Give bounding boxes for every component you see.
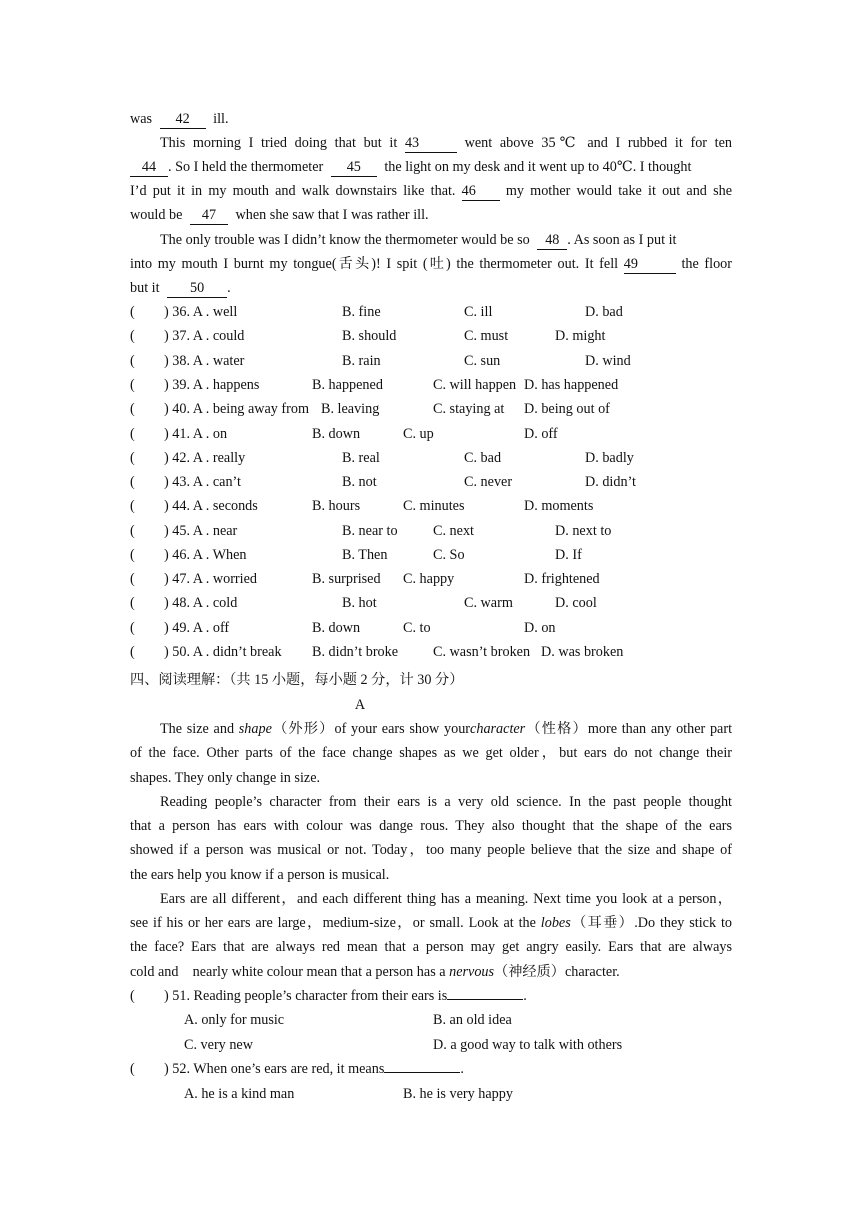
q52-paren: ( <box>130 1061 135 1077</box>
q48-option-d: D. cool <box>555 595 597 611</box>
q41-option-b: B. down <box>312 426 361 442</box>
q38-paren: ( <box>130 353 135 369</box>
q41-option-c: C. up <box>403 426 434 442</box>
reading-p3-line-4: cold and nearly white colour mean that a person has a nervous（神经质）character. <box>130 964 620 980</box>
q52-blank <box>384 1072 460 1073</box>
q36-stem: ) 36. A . well <box>164 304 238 320</box>
blank-44: 44 <box>130 159 168 177</box>
blank-50: 50 <box>167 280 227 298</box>
q47-option-d: D. frightened <box>524 571 600 587</box>
passage-line-2: This morning I tried doing that but it 43 went above 35℃ and I rubbed it for ten <box>160 135 733 151</box>
q44-paren: ( <box>130 498 135 514</box>
blank-45: 45 <box>331 159 377 177</box>
passage-line-1: was 42 ill. <box>130 111 229 127</box>
reading-p3-line-3: the face? Ears that are always red mean that a person may get angry easily. Ears that are always <box>130 939 732 955</box>
passage-line-6: The only trouble was I didn’t know the thermometer would be so 48 . As soon as I put it <box>160 232 677 248</box>
q42-option-b: B. real <box>342 450 380 466</box>
blank-49: 49 <box>624 256 676 274</box>
q46-option-c: C. So <box>433 547 465 563</box>
q37-option-b: B. should <box>342 328 397 344</box>
q43-paren: ( <box>130 474 135 490</box>
q49-option-c: C. to <box>403 620 431 636</box>
q42-option-d: D. badly <box>585 450 634 466</box>
reading-p1-line-2: of the face. Other parts of the face change shapes as we get older，but ears do not change their <box>130 745 732 761</box>
q45-paren: ( <box>130 523 135 539</box>
q37-option-c: C. must <box>464 328 509 344</box>
reading-p2-line-4: the ears help you know if a person is musical. <box>130 867 390 883</box>
q38-option-d: D. wind <box>585 353 631 369</box>
blank-48: 48 <box>537 232 567 250</box>
q39-option-c: C. will happen <box>433 377 517 393</box>
q47-option-b: B. surprised <box>312 571 381 587</box>
q46-option-b: B. Then <box>342 547 388 563</box>
passage-line-4: I’d put it in my mouth and walk downstairs like that. 46 my mother would take it out and she <box>130 183 732 199</box>
q49-paren: ( <box>130 620 135 636</box>
passage-line-7: into my mouth I burnt my tongue(舌头)! I spit (吐) the thermometer out. It fell 49 the floor <box>130 256 733 272</box>
q38-option-b: B. rain <box>342 353 381 369</box>
q51-option-c: C. very new <box>184 1037 253 1053</box>
q46-paren: ( <box>130 547 135 563</box>
q51-blank <box>447 999 523 1000</box>
blank-43: 43 <box>405 135 457 153</box>
q40-option-c: C. staying at <box>433 401 505 417</box>
section-heading: 四、阅读理解：（共 15 小题，每小题 2 分，计 30 分） <box>130 672 464 688</box>
passage-line-3: 44 . So I held the thermometer 45 the light on my desk and it went up to 40℃. I thought <box>130 156 732 178</box>
q44-option-c: C. minutes <box>403 498 465 514</box>
q41-paren: ( <box>130 426 135 442</box>
q36-option-c: C. ill <box>464 304 493 320</box>
reading-p2-line-3: showed if a person was musical or not. Today，too many people believe that the size and shape of <box>130 842 732 858</box>
q42-stem: ) 42. A . really <box>164 450 246 466</box>
q52-option-b: B. he is very happy <box>403 1086 513 1102</box>
q39-option-b: B. happened <box>312 377 383 393</box>
q49-option-b: B. down <box>312 620 361 636</box>
q40-paren: ( <box>130 401 135 417</box>
q46-option-d: D. If <box>555 547 582 563</box>
q47-paren: ( <box>130 571 135 587</box>
q39-option-d: D. has happened <box>524 377 619 393</box>
q43-option-d: D. didn’t <box>585 474 636 490</box>
q48-paren: ( <box>130 595 135 611</box>
q51-stem: ) 51. Reading people’s character from their ears is . <box>164 988 527 1004</box>
q45-option-d: D. next to <box>555 523 612 539</box>
q51-option-a: A. only for music <box>184 1012 285 1028</box>
q51-paren: ( <box>130 988 135 1004</box>
reading-p2-line-2: that a person has ears with colour was dange rous. They also thought that the shape of the ears <box>130 818 732 834</box>
q50-stem: ) 50. A . didn’t break <box>164 644 282 660</box>
q44-stem: ) 44. A . seconds <box>164 498 258 514</box>
q45-option-c: C. next <box>433 523 474 539</box>
reading-p1-line-3: shapes. They only change in size. <box>130 770 321 786</box>
q51-option-b: B. an old idea <box>433 1012 512 1028</box>
passage-line-8: but it 50 . <box>130 280 231 296</box>
q50-paren: ( <box>130 644 135 660</box>
q49-option-d: D. on <box>524 620 556 636</box>
q48-option-c: C. warm <box>464 595 513 611</box>
q36-option-b: B. fine <box>342 304 381 320</box>
q38-option-c: C. sun <box>464 353 501 369</box>
q40-option-d: D. being out of <box>524 401 610 417</box>
q48-stem: ) 48. A . cold <box>164 595 238 611</box>
q42-option-c: C. bad <box>464 450 502 466</box>
passage-line-5: would be 47 when she saw that I was rather ill. <box>130 207 429 223</box>
q45-option-b: B. near to <box>342 523 398 539</box>
q40-option-b: B. leaving <box>321 401 380 417</box>
q39-stem: ) 39. A . happens <box>164 377 260 393</box>
q48-option-b: B. hot <box>342 595 377 611</box>
q37-paren: ( <box>130 328 135 344</box>
q50-option-b: B. didn’t broke <box>312 644 399 660</box>
reading-p2-line-1: Reading people’s character from their ears is a very old science. In the past people thought <box>160 794 732 810</box>
q45-stem: ) 45. A . near <box>164 523 238 539</box>
q40-stem: ) 40. A . being away from <box>164 401 309 417</box>
q43-stem: ) 43. A . can’t <box>164 474 241 490</box>
q37-option-d: D. might <box>555 328 606 344</box>
q44-option-d: D. moments <box>524 498 594 514</box>
q51-option-d: D. a good way to talk with others <box>433 1037 623 1053</box>
q43-option-b: B. not <box>342 474 377 490</box>
q47-option-c: C. happy <box>403 571 455 587</box>
q52-stem: ) 52. When one’s ears are red, it means . <box>164 1061 464 1077</box>
q50-option-c: C. wasn’t broken <box>433 644 531 660</box>
q44-option-b: B. hours <box>312 498 361 514</box>
q50-option-d: D. was broken <box>541 644 624 660</box>
q41-option-d: D. off <box>524 426 558 442</box>
q41-stem: ) 41. A . on <box>164 426 228 442</box>
q47-stem: ) 47. A . worried <box>164 571 257 587</box>
reading-p3-line-1: Ears are all different，and each different thing has a meaning. Next time you look at a person， <box>160 891 732 907</box>
q46-stem: ) 46. A . When <box>164 547 247 563</box>
blank-42: 42 <box>160 111 206 129</box>
q49-stem: ) 49. A . off <box>164 620 230 636</box>
part-label: A <box>354 697 366 713</box>
q39-paren: ( <box>130 377 135 393</box>
q36-option-d: D. bad <box>585 304 623 320</box>
reading-p1-line-1: The size and shape（外形）of your ears show yourcharacter（性格）more than any other part <box>160 721 733 737</box>
q37-stem: ) 37. A . could <box>164 328 245 344</box>
q36-paren: ( <box>130 304 135 320</box>
q38-stem: ) 38. A . water <box>164 353 245 369</box>
q42-paren: ( <box>130 450 135 466</box>
reading-p3-line-2: see if his or her ears are large，medium-size，or small. Look at the lobes（耳垂）.Do they stick to <box>130 915 732 931</box>
blank-47: 47 <box>190 207 228 225</box>
blank-46: 46 <box>462 183 500 201</box>
q43-option-c: C. never <box>464 474 513 490</box>
q52-option-a: A. he is a kind man <box>184 1086 295 1102</box>
